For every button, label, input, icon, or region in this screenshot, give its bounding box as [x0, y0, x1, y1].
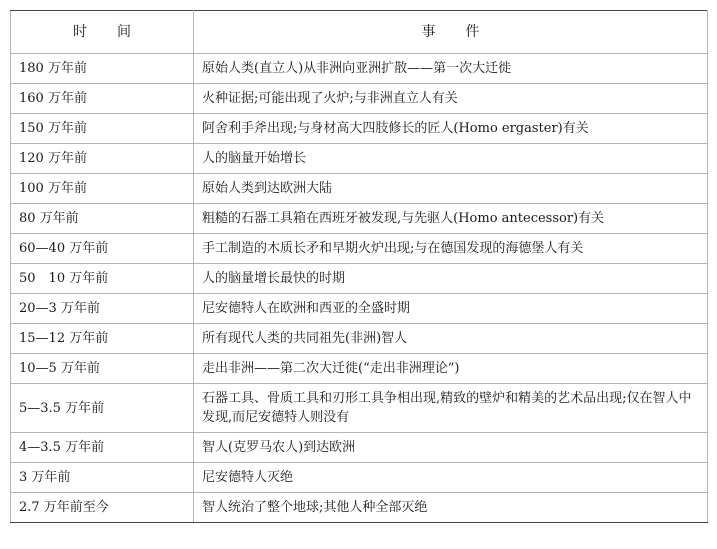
event-cell: 火种证据;可能出现了火炉;与非洲直立人有关	[194, 84, 708, 114]
table-row	[11, 324, 708, 354]
event-cell: 智人(克罗马农人)到达欧洲	[194, 433, 708, 463]
header-event: 事件	[194, 11, 708, 54]
time-cell: 150 万年前	[11, 114, 194, 144]
table-row	[11, 144, 708, 174]
table-row	[11, 174, 708, 204]
table-row	[11, 204, 708, 234]
time-cell: 180 万年前	[11, 54, 194, 84]
table-row	[11, 354, 708, 384]
time-cell: 80 万年前	[11, 204, 194, 234]
event-cell: 阿舍利手斧出现;与身材高大四肢修长的匠人(Homo ergaster)有关	[194, 114, 708, 144]
table-row	[11, 463, 708, 493]
table-row	[11, 264, 708, 294]
time-cell: 120 万年前	[11, 144, 194, 174]
time-cell: 3 万年前	[11, 463, 194, 493]
event-cell: 走出非洲——第二次大迁徙(“走出非洲理论”)	[194, 354, 708, 384]
event-cell: 人的脑量增长最快的时期	[194, 264, 708, 294]
event-cell: 粗糙的石器工具箱在西班牙被发现,与先驱人(Homo antecessor)有关	[194, 204, 708, 234]
event-cell: 智人统治了整个地球;其他人种全部灭绝	[194, 493, 708, 523]
table-row	[11, 433, 708, 463]
time-cell: 50 10 万年前	[11, 264, 194, 294]
time-cell: 5—3.5 万年前	[11, 384, 194, 433]
table-row	[11, 234, 708, 264]
table-row	[11, 114, 708, 144]
time-cell: 4—3.5 万年前	[11, 433, 194, 463]
event-cell: 石器工具、骨质工具和刃形工具争相出现,精致的壁炉和精美的艺术品出现;仅在智人中发现,而尼安德特人则没有	[194, 384, 708, 433]
time-cell: 15—12 万年前	[11, 324, 194, 354]
event-cell: 原始人类(直立人)从非洲向亚洲扩散——第一次大迁徙	[194, 54, 708, 84]
header-time: 时间	[11, 11, 194, 54]
event-cell: 手工制造的木质长矛和早期火炉出现;与在德国发现的海德堡人有关	[194, 234, 708, 264]
event-cell: 尼安德特人在欧洲和西亚的全盛时期	[194, 294, 708, 324]
table-row	[11, 384, 708, 433]
time-cell: 100 万年前	[11, 174, 194, 204]
event-cell: 所有现代人类的共同祖先(非洲)智人	[194, 324, 708, 354]
time-cell: 2.7 万年前至今	[11, 493, 194, 523]
time-cell: 60—40 万年前	[11, 234, 194, 264]
table-row	[11, 493, 708, 523]
time-cell: 20—3 万年前	[11, 294, 194, 324]
event-cell: 人的脑量开始增长	[194, 144, 708, 174]
event-cell: 原始人类到达欧洲大陆	[194, 174, 708, 204]
timeline-table	[10, 10, 708, 523]
header-row	[11, 11, 708, 54]
table-row	[11, 294, 708, 324]
time-cell: 10—5 万年前	[11, 354, 194, 384]
event-cell: 尼安德特人灭绝	[194, 463, 708, 493]
time-cell: 160 万年前	[11, 84, 194, 114]
table-row	[11, 54, 708, 84]
table-row	[11, 84, 708, 114]
